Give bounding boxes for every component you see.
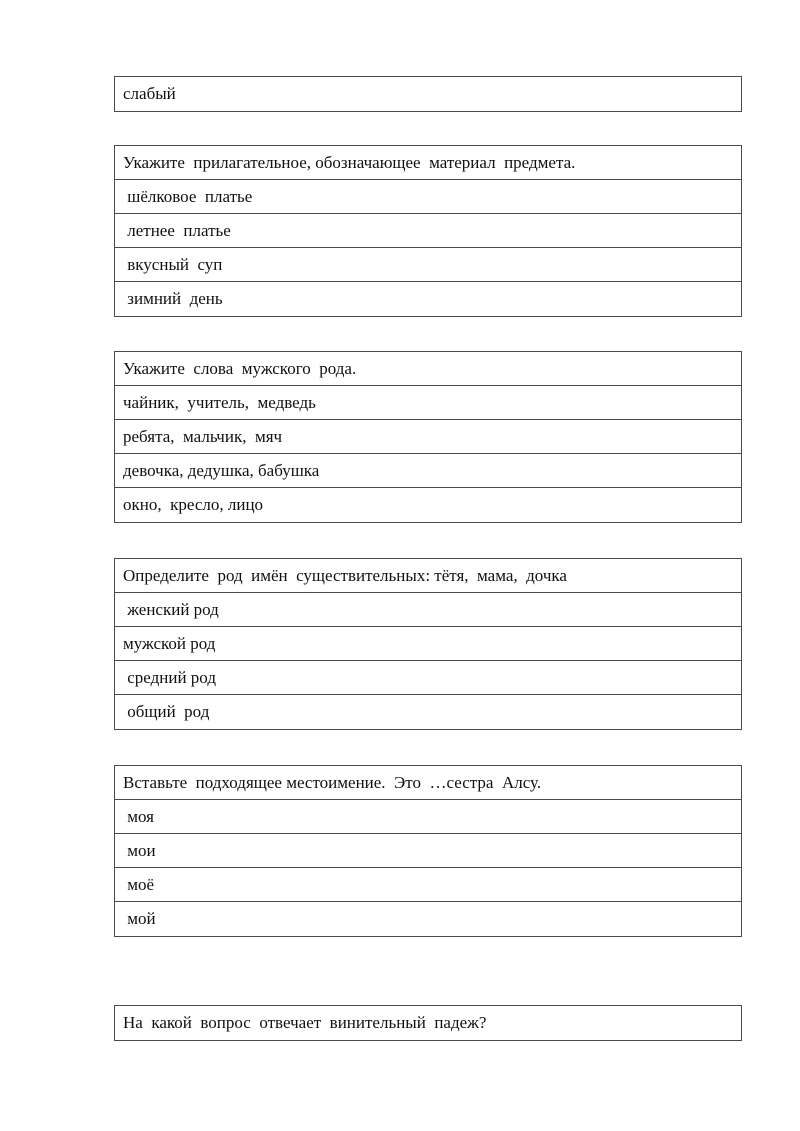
- answer-option[interactable]: окно, кресло, лицо: [123, 495, 264, 514]
- answer-option[interactable]: летнее платье: [115, 214, 741, 248]
- top-answer-box: [114, 76, 742, 112]
- question-prompt: Укажите слова мужского рода.: [115, 352, 741, 386]
- question-prompt: Укажите прилагательное, обозначающее материал предмета.: [115, 146, 741, 180]
- answer-option[interactable]: моя: [115, 800, 741, 834]
- question-prompt: Определите род имён существительных: тётя, мама, дочка: [115, 559, 741, 593]
- answer-option[interactable]: мужской род: [115, 627, 741, 661]
- answer-option[interactable]: моё: [115, 868, 741, 902]
- question-box-2: [114, 351, 742, 523]
- question-box-4: [114, 765, 742, 937]
- answer-option[interactable]: ребята, мальчик, мяч: [115, 420, 741, 454]
- question-prompt: На какой вопрос отвечает винительный падеж?: [123, 1013, 487, 1032]
- question-box-1: [114, 145, 742, 317]
- answer-option[interactable]: общий род: [123, 702, 210, 721]
- answer-option[interactable]: девочка, дедушка, бабушка: [115, 454, 741, 488]
- answer-option[interactable]: мои: [115, 834, 741, 868]
- question-box-5: [114, 1005, 742, 1041]
- answer-option[interactable]: мой: [123, 909, 156, 928]
- top-answer-option[interactable]: слабый: [123, 84, 176, 103]
- answer-option[interactable]: шёлковое платье: [115, 180, 741, 214]
- question-prompt: Вставьте подходящее местоимение. Это …сестра Алсу.: [115, 766, 741, 800]
- answer-option[interactable]: вкусный суп: [115, 248, 741, 282]
- question-box-3: [114, 558, 742, 730]
- answer-option[interactable]: чайник, учитель, медведь: [115, 386, 741, 420]
- answer-option[interactable]: зимний день: [123, 289, 223, 308]
- answer-option[interactable]: женский род: [115, 593, 741, 627]
- answer-option[interactable]: средний род: [115, 661, 741, 695]
